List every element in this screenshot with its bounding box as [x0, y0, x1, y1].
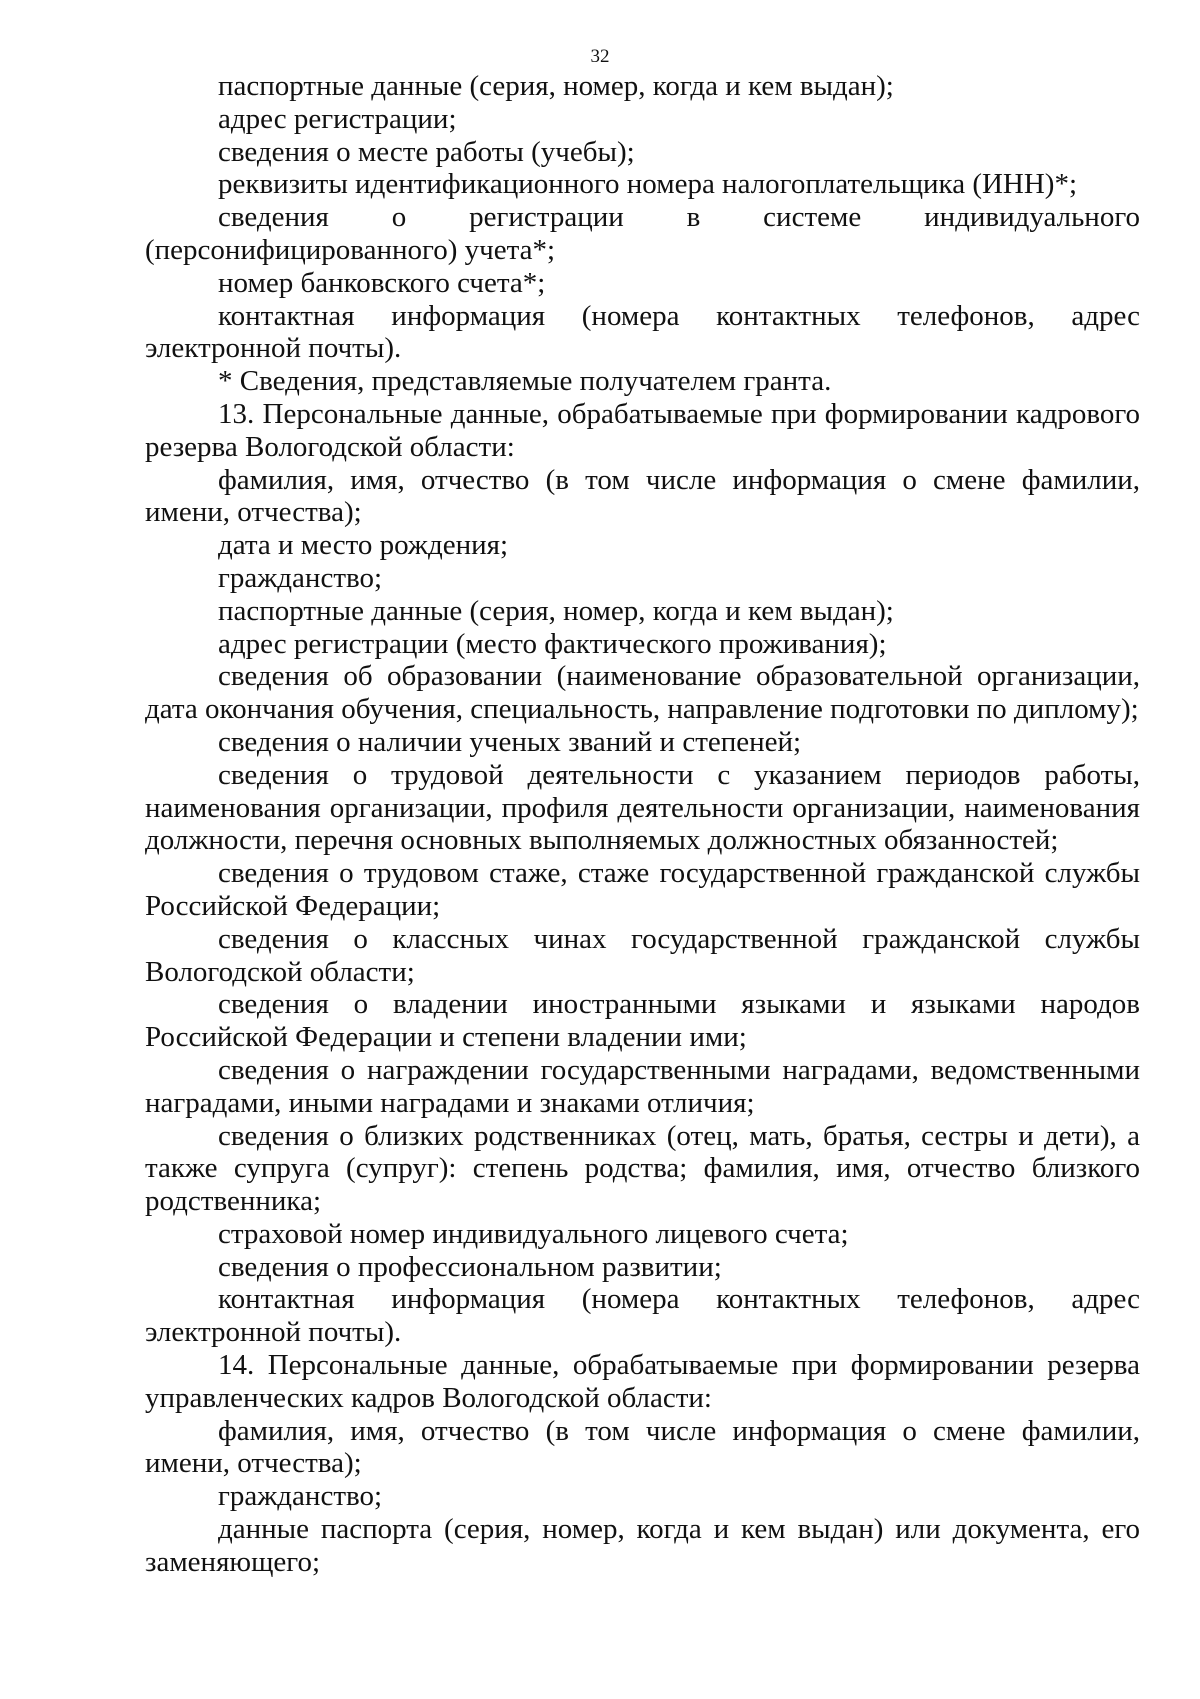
paragraph: сведения о профессиональном развитии;	[218, 1250, 722, 1283]
paragraph: сведения о месте работы (учебы);	[218, 135, 635, 168]
paragraph: сведения о регистрации в системе индивидуального (персонифицированного) учета*;	[145, 201, 1140, 266]
paragraph: адрес регистрации (место фактического проживания);	[218, 627, 887, 660]
paragraph: гражданство;	[218, 1480, 383, 1513]
section-heading-13: 13. Персональные данные, обрабатываемые при формировании кадрового резерва Вологодской области:	[145, 397, 1140, 463]
paragraph: адрес регистрации;	[218, 102, 457, 135]
paragraph: сведения о близких родственниках (отец, мать, братья, сестры и дети), а также супруга (супруг): степень родства; фамилия, имя, отчество близкого родственника;	[145, 1119, 1140, 1218]
footnote: * Сведения, представляемые получателем гранта.	[218, 365, 832, 398]
document-body	[145, 70, 1140, 1579]
paragraph: сведения о трудовой деятельности с указанием периодов работы, наименования организации, профиля деятельности организации, наименования должности, перечня основных выполняемых должностных обязанностей;	[145, 758, 1140, 857]
paragraph: страховой номер индивидуального лицевого счета;	[218, 1217, 849, 1250]
paragraph: сведения о трудовом стаже, стаже государственной гражданской службы Российской Федерации;	[145, 857, 1140, 922]
paragraph: дата и место рождения;	[218, 529, 509, 562]
paragraph: номер банковского счета*;	[218, 266, 546, 299]
page-number: 32	[590, 46, 610, 67]
paragraph: фамилия, имя, отчество (в том числе информация о смене фамилии, имени, отчества);	[145, 1414, 1140, 1480]
paragraph: фамилия, имя, отчество (в том числе информация о смене фамилии, имени, отчества);	[145, 463, 1140, 529]
paragraph: реквизиты идентификационного номера налогоплательщика (ИНН)*;	[218, 168, 1078, 201]
paragraph: сведения о классных чинах государственной гражданской службы Вологодской области;	[145, 922, 1140, 988]
paragraph: данные паспорта (серия, номер, когда и кем выдан) или документа, его заменяющего;	[145, 1513, 1140, 1578]
paragraph: гражданство;	[218, 561, 383, 594]
paragraph: сведения о наличии ученых званий и степеней;	[218, 725, 802, 758]
section-heading-14: 14. Персональные данные, обрабатываемые при формировании резерва управленческих кадров Вологодской области:	[145, 1349, 1140, 1414]
paragraph: паспортные данные (серия, номер, когда и кем выдан);	[218, 70, 894, 102]
paragraph: паспортные данные (серия, номер, когда и кем выдан);	[218, 594, 894, 627]
paragraph: контактная информация (номера контактных телефонов, адрес электронной почты).	[145, 299, 1140, 365]
paragraph: сведения о награждении государственными наградами, ведомственными наградами, иными наградами и знаками отличия;	[145, 1053, 1140, 1119]
paragraph: контактная информация (номера контактных телефонов, адрес электронной почты).	[145, 1283, 1140, 1349]
paragraph: сведения о владении иностранными языками и языками народов Российской Федерации и степени владении ими;	[145, 988, 1140, 1054]
paragraph: сведения об образовании (наименование образовательной организации, дата окончания обучения, специальность, направление подготовки по диплому);	[145, 660, 1140, 726]
